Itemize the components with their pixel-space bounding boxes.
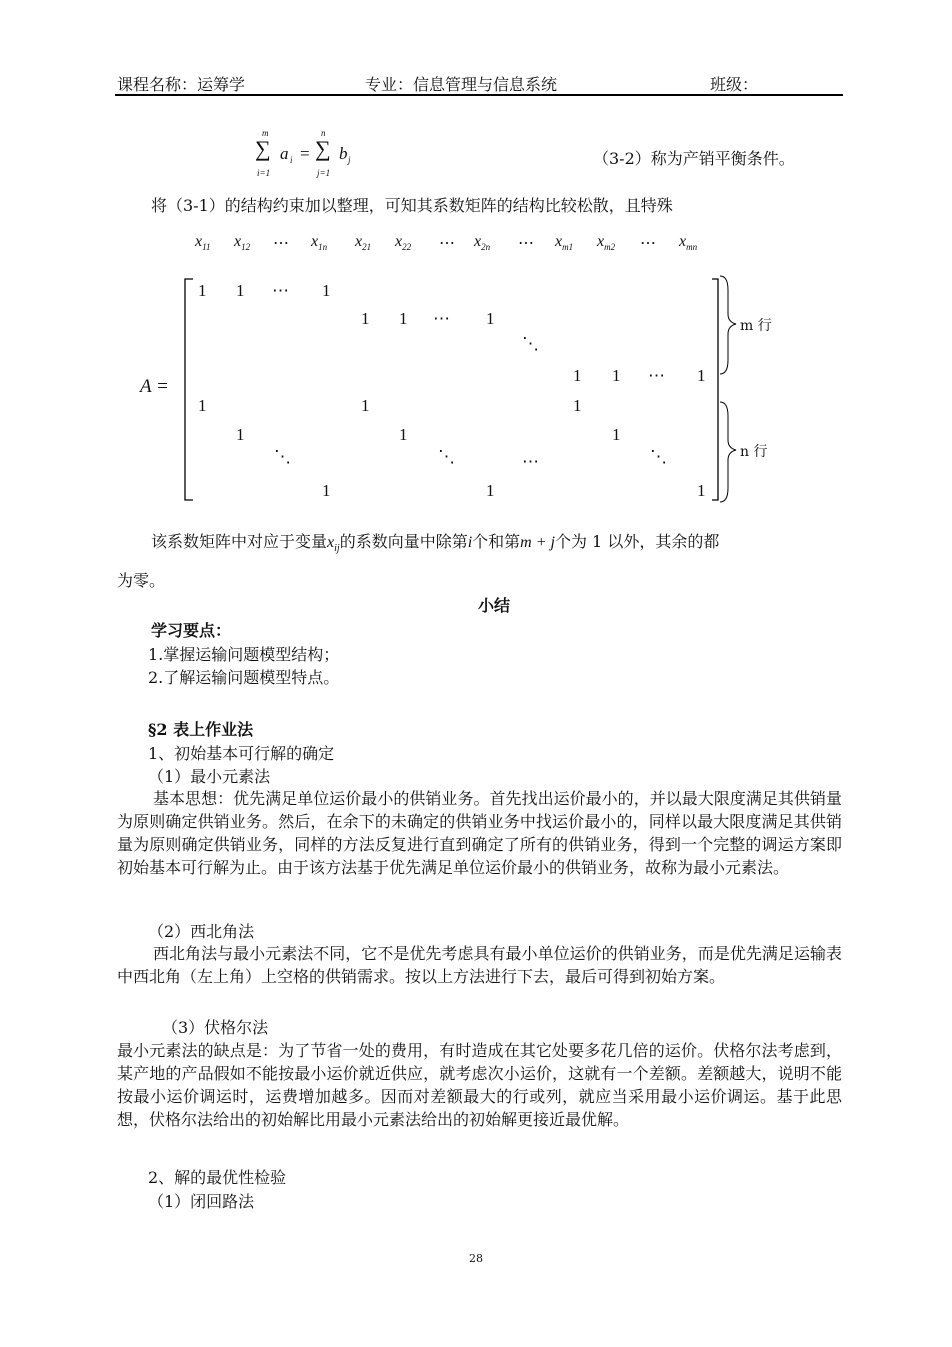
- matrix-brackets: [0, 0, 952, 520]
- matrix-one: 1: [236, 425, 245, 444]
- explanation-end: 为零。: [117, 571, 166, 590]
- m-rows-brace: [720, 276, 736, 374]
- term-a-sub: i: [290, 155, 293, 165]
- matrix-dots: ⋱: [522, 334, 539, 353]
- matrix-dots: ⋯: [433, 309, 450, 328]
- column-var-sub: m1: [562, 242, 574, 252]
- matrix-one: 1: [697, 366, 706, 385]
- matrix-one: 1: [361, 309, 370, 328]
- matrix-dots: ⋯: [272, 281, 289, 300]
- sum-upper-m: m: [262, 128, 269, 138]
- method-1-text: 基本思想：优先满足单位运价最小的供销业务。首先找出运价最小的，并以最大限度满足其供销量为原则确定供销业务。然后，在余下的未确定的供销业务中找运价最小的，同样以最大限度满足其供销量为原则确定供销业务，同样的方法反复进行直到确定了所有的供销业务，得到一个完整的调运方案即初始基本可行解为止。由于该方法基于优先满足单位运价最小的供销业务，故称为最小元素法。: [117, 789, 842, 877]
- left-bracket: [185, 279, 193, 500]
- method-2-text: 西北角法与最小元素法不同，它不是优先考虑具有最小单位运价的供销业务，而是优先满足运输表中西北角（左上角）上空格的供销需求。按以上方法进行下去，最后可得到初始方案。: [117, 944, 842, 986]
- matrix-dots: ⋱: [650, 447, 667, 466]
- column-var-base: x: [311, 233, 319, 250]
- column-var-base: x: [597, 233, 605, 250]
- sum-lower-j: j=1: [317, 168, 331, 178]
- header-major: 专业：信息管理与信息系统: [365, 75, 558, 94]
- column-var-base: x: [395, 233, 403, 250]
- var-i: i: [467, 534, 473, 551]
- sum-sign-1: ∑: [255, 136, 271, 161]
- matrix-one: 1: [697, 481, 706, 500]
- n-rows-brace: [720, 402, 736, 502]
- var-x: x: [327, 534, 335, 551]
- explanation-part-b: 的系数向量中除第: [339, 532, 468, 551]
- subsection-2: 2、解的最优性检验: [148, 1168, 287, 1187]
- header-class: 班级：: [710, 75, 759, 94]
- column-var-base: x: [555, 233, 563, 250]
- var-x-sub: ij: [334, 543, 340, 554]
- intro-text: 将（3-1）的结构约束加以整理，可知其系数矩阵的结构比较松散，且特殊: [151, 196, 673, 215]
- matrix-one: 1: [573, 366, 582, 385]
- matrix-dots: ⋱: [438, 447, 455, 466]
- equals-sign: =: [300, 144, 310, 163]
- matrix-one: 1: [399, 309, 408, 328]
- column-var-sub: 11: [202, 242, 211, 252]
- matrix-one: 1: [612, 366, 621, 385]
- right-bracket: [712, 279, 718, 500]
- column-var-base: x: [355, 233, 363, 250]
- column-var-sub: mn: [686, 242, 698, 252]
- equation-caption: （3-2）称为产销平衡条件。: [593, 149, 795, 168]
- explanation-part-a: 该系数矩阵中对应于变量: [151, 532, 328, 551]
- matrix-one: 1: [322, 481, 331, 500]
- matrix-one: 1: [486, 309, 495, 328]
- m-rows-label: m 行: [740, 318, 772, 334]
- sum-lower-i: i=1: [257, 168, 271, 178]
- var-m-plus-j: m + j: [520, 534, 555, 551]
- column-var-base: ⋯: [273, 235, 289, 252]
- matrix-one: 1: [612, 425, 621, 444]
- page-number: 28: [469, 1252, 483, 1265]
- key-points-title: 学习要点：: [151, 621, 232, 640]
- matrix-dots: ⋯: [522, 452, 539, 471]
- matrix-one: 1: [486, 481, 495, 500]
- section-2-title: §2 表上作业法: [148, 720, 254, 739]
- subsection-1: 1、初始基本可行解的确定: [148, 744, 335, 763]
- column-var-base: x: [679, 233, 687, 250]
- matrix-explanation: [151, 529, 719, 554]
- method-3-title: （3）伏格尔法: [162, 1018, 269, 1037]
- method-2-title: （2）西北角法: [148, 922, 255, 941]
- column-var-sub: 12: [241, 242, 251, 252]
- matrix-lhs: A =: [140, 376, 169, 397]
- column-var-sub: 22: [402, 242, 412, 252]
- column-var-sub: m2: [604, 242, 616, 252]
- column-var-base: ⋯: [640, 235, 656, 252]
- column-var-base: x: [474, 233, 482, 250]
- summary-title: 小结: [478, 596, 511, 615]
- key-point-2: 2.了解运输问题模型特点。: [148, 668, 340, 687]
- column-var-sub: 21: [362, 242, 372, 252]
- column-var-sub: 2n: [481, 242, 491, 252]
- matrix-dots: ⋱: [274, 447, 291, 466]
- matrix-one: 1: [322, 281, 331, 300]
- term-b: b: [339, 144, 348, 163]
- column-var-sub: 1n: [318, 242, 328, 252]
- term-a: a: [280, 144, 289, 163]
- column-var-base: x: [234, 233, 242, 250]
- explanation-part-d: 个为 1 以外，其余的都: [554, 532, 720, 551]
- matrix-one: 1: [399, 425, 408, 444]
- column-var-base: x: [195, 233, 203, 250]
- matrix-one: 1: [573, 396, 582, 415]
- sum-sign-2: ∑: [315, 136, 331, 161]
- term-b-sub: j: [348, 155, 351, 165]
- header-course: 课程名称：运筹学: [117, 75, 246, 94]
- n-rows-label: n 行: [740, 444, 768, 460]
- method-3-text: 最小元素法的缺点是：为了节省一处的费用，有时造成在其它处要多花几倍的运价。伏格尔法考虑到，某产地的产品假如不能按最小运价就近供应，就考虑次小运价，这就有一个差额。差额越大，说明不能按最小运价调运时，运费增加越多。因而对差额最大的行或列，就应当采用最小运价调运。基于此思想，伏格尔法给出的初始解比用最小元素法给出的初始解更接近最优解。: [117, 1041, 842, 1129]
- matrix-dots: ⋯: [648, 366, 665, 385]
- method-1-title: （1）最小元素法: [148, 767, 271, 786]
- column-var-base: ⋯: [518, 235, 534, 252]
- key-point-1: 1.掌握运输问题模型结构；: [148, 645, 340, 664]
- matrix-one: 1: [198, 396, 207, 415]
- matrix-one: 1: [236, 281, 245, 300]
- column-var-base: ⋯: [439, 235, 455, 252]
- matrix-one: 1: [198, 281, 207, 300]
- closed-loop-title: （1）闭回路法: [148, 1192, 255, 1211]
- explanation-part-c: 个和第: [472, 532, 521, 551]
- matrix-one: 1: [361, 396, 370, 415]
- sum-upper-n: n: [321, 128, 326, 138]
